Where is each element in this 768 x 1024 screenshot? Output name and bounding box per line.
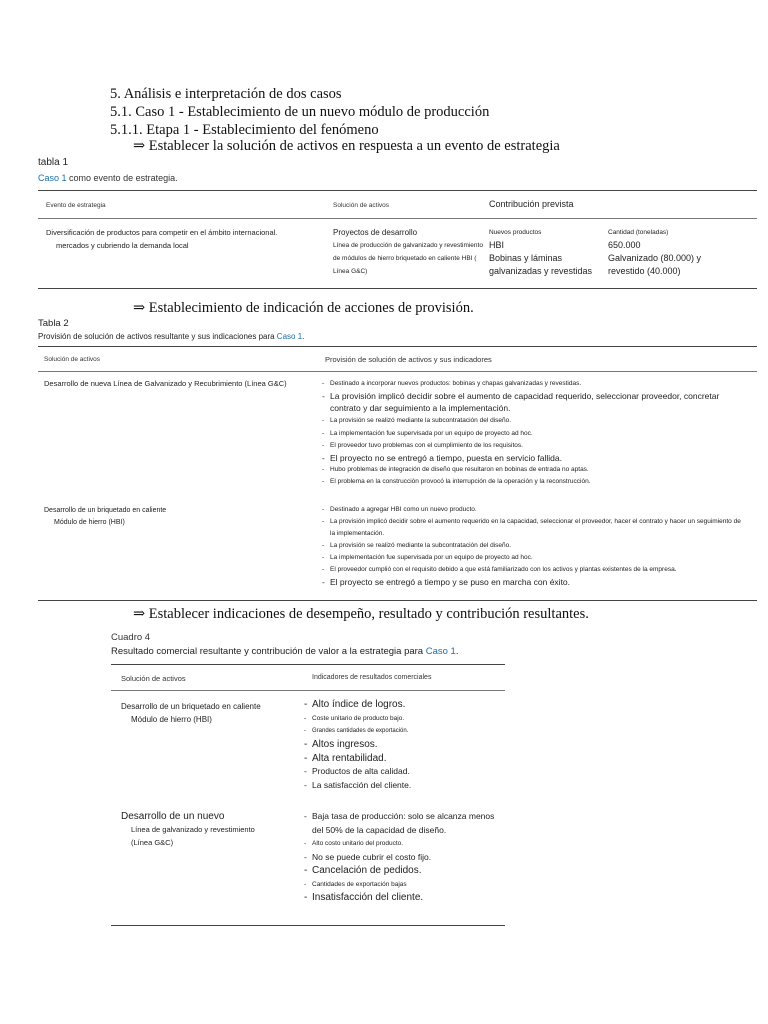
table1-header-rule (38, 218, 757, 219)
list-item: - La provisión implicó decidir sobre el aumento de capacidad requerido, seleccionar proveedor, concretar contrato y dar seguimiento a la implementación. (318, 390, 743, 414)
case-1-link[interactable]: Caso 1 (425, 646, 456, 657)
table1-header-event: Evento de estrategia (46, 202, 106, 209)
list-item: - El proyecto no se entregó a tiempo, puesta en servicio fallida. (318, 452, 743, 464)
table3-header-indicators: Indicadores de resultados comerciales (312, 674, 432, 681)
arrow-statement-text: Establecimiento de indicación de acciones de provisión. (148, 300, 474, 316)
list-item: - Grandes cantidades de exportación. (300, 725, 505, 738)
case-1-link[interactable]: Caso 1 (276, 332, 303, 341)
table1-header-solution: Solución de activos (333, 202, 390, 209)
table1-event-cell: Diversificación de productos para competir en el ámbito internacional. mercados y cubriendo la demanda local (46, 228, 278, 250)
arrow-statement-3 (133, 606, 589, 623)
list-item: - El proveedor cumplió con el requisito debido a que está familiarizado con los activos y plantas existentes de la empresa. (318, 564, 743, 576)
list-item: - La satisfacción del cliente. (300, 779, 505, 793)
table2-row2-name: Desarrollo de un briquetado en caliente Módulo de hierro (HBI) (44, 507, 167, 526)
table2-top-rule (38, 346, 757, 347)
list-item: - Coste unitario de producto bajo. (300, 712, 505, 726)
list-item: - Altos ingresos. (300, 738, 505, 752)
table2-header-solution: Solución de activos (44, 356, 101, 363)
table3-label: Cuadro 4 (111, 632, 151, 643)
arrow-statement-text: Establecer la solución de activos en respuesta a un evento de estrategia (148, 138, 560, 154)
list-item: - El proveedor tuvo problemas con el cumplimiento de los requisitos. (318, 440, 743, 452)
table3-row2-list (300, 810, 505, 905)
list-item: - La provisión implicó decidir sobre el aumento requerido en la capacidad, seleccionar el proveedor, hacer el contrato y hacer un seguimiento de la implementación. (318, 516, 743, 540)
case-1-link[interactable]: Caso 1 (38, 173, 67, 183)
implies-arrow-icon: ⇒ (133, 606, 146, 622)
list-item: - Baja tasa de producción: solo se alcanza menos del 50% de la capacidad de diseño. (300, 810, 505, 837)
list-item: - Alto índice de logros. (300, 698, 505, 712)
table3-row1-name: Desarrollo de un briquetado en caliente Módulo de hierro (HBI) (121, 702, 261, 724)
table2-row1-list (318, 378, 743, 488)
table1-header-contribution: Contribución prevista (489, 199, 574, 209)
table2-label: Tabla 2 (38, 318, 69, 329)
table3-top-rule (111, 664, 505, 665)
list-item: - Productos de alta calidad. (300, 765, 505, 779)
arrow-statement-1 (133, 138, 560, 155)
table1-products-cell: Nuevos productos HBI Bobinas y láminas galvanizadas y revestidas (489, 229, 593, 276)
table1-label: tabla 1 (38, 157, 69, 168)
list-item: - Cantidades de exportación bajas (300, 878, 505, 892)
list-item: - La provisión se realizó mediante la subcontratación del diseño. (318, 540, 743, 552)
table2-header-provision: Provisión de solución de activos y sus indicadores (325, 355, 492, 364)
list-item: - La implementación fue supervisada por un equipo de proyecto ad hoc. (318, 552, 743, 564)
list-item: - Cancelación de pedidos. (300, 864, 505, 878)
list-item: - Hubo problemas de integración de diseño que resultaron en bobinas de entrada no aptas. (318, 464, 743, 476)
table2-header-rule (38, 371, 757, 372)
table3-row1-list (300, 698, 505, 792)
heading-section-5-1: 5.1. Caso 1 - Establecimiento de un nuevo módulo de producción (110, 104, 490, 120)
table1-top-rule (38, 190, 757, 191)
list-item: - Alto costo unitario del producto. (300, 837, 505, 851)
implies-arrow-icon: ⇒ (133, 300, 146, 316)
table3-bottom-rule (111, 925, 505, 926)
table1-bottom-rule (38, 288, 757, 289)
list-item: - El problema en la construcción provocó la interrupción de la operación y la reconstrucción. (318, 476, 743, 488)
table2-caption: Provisión de solución de activos resultante y sus indicaciones para Caso 1. (38, 332, 305, 341)
list-item: - El proyecto se entregó a tiempo y se puso en marcha con éxito. (318, 576, 743, 588)
table3-caption: Resultado comercial resultante y contribución de valor a la estrategia para Caso 1. (111, 646, 459, 657)
table1-solution-cell: Proyectos de desarrollo Línea de producción de galvanizado y revestimiento de módulos de hierro briquetado en caliente HBI ( Línea G&C) (333, 228, 483, 275)
table2-row1-name: Desarrollo de nueva Línea de Galvanizado y Recubrimiento (Línea G&C) (44, 379, 287, 388)
table3-header-rule (111, 690, 505, 691)
list-item: - La provisión se realizó mediante la subcontratación del diseño. (318, 414, 743, 428)
table3-header-solution: Solución de activos (121, 674, 186, 683)
list-item: - Destinado a incorporar nuevos productos: bobinas y chapas galvanizadas y revestidas. (318, 378, 743, 390)
table2-row2-list (318, 504, 743, 588)
table2-bottom-rule (38, 600, 757, 601)
table1-caption: Caso 1 como evento de estrategia. (38, 173, 178, 183)
list-item: - La implementación fue supervisada por un equipo de proyecto ad hoc. (318, 428, 743, 440)
list-item: - Alta rentabilidad. (300, 752, 505, 766)
implies-arrow-icon: ⇒ (133, 138, 146, 154)
arrow-statement-2 (133, 300, 474, 317)
list-item: - Insatisfacción del cliente. (300, 891, 505, 905)
arrow-statement-text: Establecer indicaciones de desempeño, resultado y contribución resultantes. (148, 606, 589, 622)
table1-quantity-cell: Cantidad (toneladas) 650.000 Galvanizado (80.000) y revestido (40.000) (608, 229, 702, 276)
table3-row2-name: Desarrollo de un nuevo Línea de galvanizado y revestimiento (Línea G&C) (121, 811, 255, 847)
list-item: - No se puede cubrir el costo fijo. (300, 851, 505, 865)
heading-section-5: 5. Análisis e interpretación de dos casos (110, 86, 342, 102)
list-item: - Destinado a agregar HBI como un nuevo producto. (318, 504, 743, 516)
heading-section-5-1-1: 5.1.1. Etapa 1 - Establecimiento del fenómeno (110, 122, 379, 138)
